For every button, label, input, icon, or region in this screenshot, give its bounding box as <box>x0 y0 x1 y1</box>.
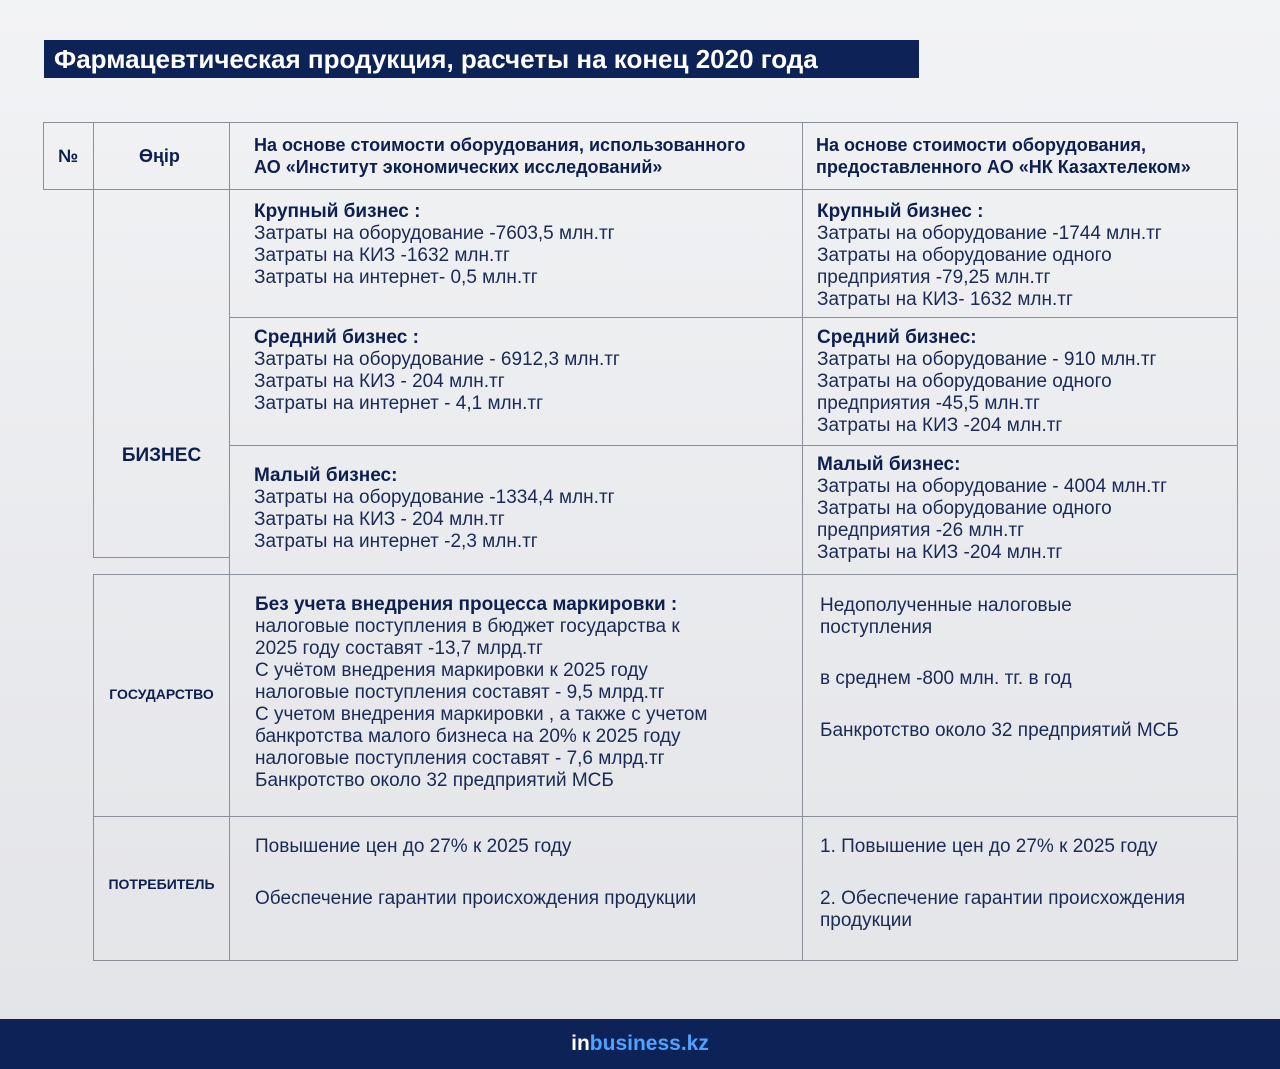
consumer-col2-line: 2. Обеспечение гарантии происхождения <box>820 888 1186 909</box>
consumer-col2-line: продукции <box>820 910 913 931</box>
state-col2-line: поступления <box>820 617 933 638</box>
medium-business-col1-line: Затраты на оборудование - 6912,3 млн.тг <box>254 349 620 370</box>
medium-business-col1-line: Затраты на КИЗ - 204 млн.тг <box>254 371 505 392</box>
state-col2-line: Банкротство около 32 предприятий МСБ <box>820 720 1179 741</box>
state-col2-line: Недополученные налоговые <box>820 595 1072 616</box>
header-col1-line1: На основе стоимости оборудования, использованного <box>254 135 746 155</box>
small-business-col2-line: Затраты на КИЗ -204 млн.тг <box>817 542 1063 563</box>
business-label-cell <box>93 189 230 558</box>
small-business-col1-line: Затраты на КИЗ - 204 млн.тг <box>254 509 505 530</box>
consumer-col1-line: Повышение цен до 27% к 2025 году <box>255 836 572 857</box>
large-business-col2-line: Затраты на оборудование -1744 млн.тг <box>817 223 1162 244</box>
brand-logo-rest: business.kz <box>589 1032 709 1055</box>
small-business-col1-title: Малый бизнес: <box>254 465 398 486</box>
small-business-col2-line: предприятия -26 млн.тг <box>817 520 1025 541</box>
large-business-col2-line: Затраты на КИЗ- 1632 млн.тг <box>817 289 1073 310</box>
page-title: Фармацевтическая продукция, расчеты на конец 2020 года <box>44 40 919 78</box>
header-num: № <box>58 146 79 166</box>
medium-business-col2-title: Средний бизнес: <box>817 327 977 348</box>
consumer-label: ПОТРЕБИТЕЛЬ <box>108 876 215 892</box>
header-region: Өңір <box>139 146 180 166</box>
state-col1-line: налоговые поступления составят - 9,5 млрд.тг <box>255 682 665 703</box>
header-col2-line1: На основе стоимости оборудования, <box>816 135 1146 155</box>
large-business-col1-line: Затраты на интернет- 0,5 млн.тг <box>254 267 538 288</box>
large-business-col1-line: Затраты на оборудование -7603,5 млн.тг <box>254 223 615 244</box>
header-col2-line2: предоставленного АО «НК Казахтелеком» <box>816 157 1191 177</box>
state-col1-line: С учетом внедрения маркировки , а также с учетом <box>255 704 708 725</box>
state-col1-line: налоговые поступления составят - 7,6 млрд.тг <box>255 748 665 769</box>
small-business-col2-line: Затраты на оборудование - 4004 млн.тг <box>817 476 1168 497</box>
large-business-col1-line: Затраты на КИЗ -1632 млн.тг <box>254 245 510 266</box>
state-col1-line: С учётом внедрения маркировки к 2025 году <box>255 660 648 681</box>
brand-logo-prefix: in <box>571 1032 590 1055</box>
small-business-col2-line: Затраты на оборудование одного <box>817 498 1112 519</box>
medium-business-col1-line: Затраты на интернет - 4,1 млн.тг <box>254 393 544 414</box>
state-col1-line: Банкротство около 32 предприятий МСБ <box>255 770 614 791</box>
medium-business-col2-line: Затраты на оборудование - 910 млн.тг <box>817 349 1157 370</box>
small-business-col1-line: Затраты на интернет -2,3 млн.тг <box>254 531 538 552</box>
state-col1-line: банкротства малого бизнеса на 20% к 2025 году <box>255 726 681 747</box>
business-label: БИЗНЕС <box>121 445 202 466</box>
medium-business-col2-line: предприятия -45,5 млн.тг <box>817 393 1040 414</box>
small-business-col1-line: Затраты на оборудование -1334,4 млн.тг <box>254 487 615 508</box>
large-business-col2-title: Крупный бизнес : <box>817 201 984 222</box>
consumer-col1-line: Обеспечение гарантии происхождения продукции <box>255 888 697 909</box>
footer-bar <box>0 1019 1280 1069</box>
medium-business-col1-title: Средний бизнес : <box>254 327 419 348</box>
state-label: ГОСУДАРСТВО <box>109 686 214 702</box>
state-col1-line: 2025 году составят -13,7 млрд.тг <box>255 638 543 659</box>
consumer-col2-line: 1. Повышение цен до 27% к 2025 году <box>820 836 1158 857</box>
large-business-col2-line: Затраты на оборудование одного <box>817 245 1112 266</box>
header-col1-line2: АО «Институт экономических исследований» <box>254 157 663 177</box>
brand-logo[interactable] <box>0 1033 1280 1055</box>
large-business-col2-line: предприятия -79,25 млн.тг <box>817 267 1051 288</box>
large-business-col1-title: Крупный бизнес : <box>254 201 421 222</box>
state-col1-title: Без учета внедрения процесса маркировки : <box>255 594 678 615</box>
state-col1-line: налоговые поступления в бюджет государства к <box>255 616 680 637</box>
medium-business-col2-line: Затраты на оборудование одного <box>817 371 1112 392</box>
medium-business-col2-line: Затраты на КИЗ -204 млн.тг <box>817 415 1063 436</box>
state-col2-line: в среднем -800 млн. тг. в год <box>820 668 1072 689</box>
small-business-col2-title: Малый бизнес: <box>817 454 961 475</box>
